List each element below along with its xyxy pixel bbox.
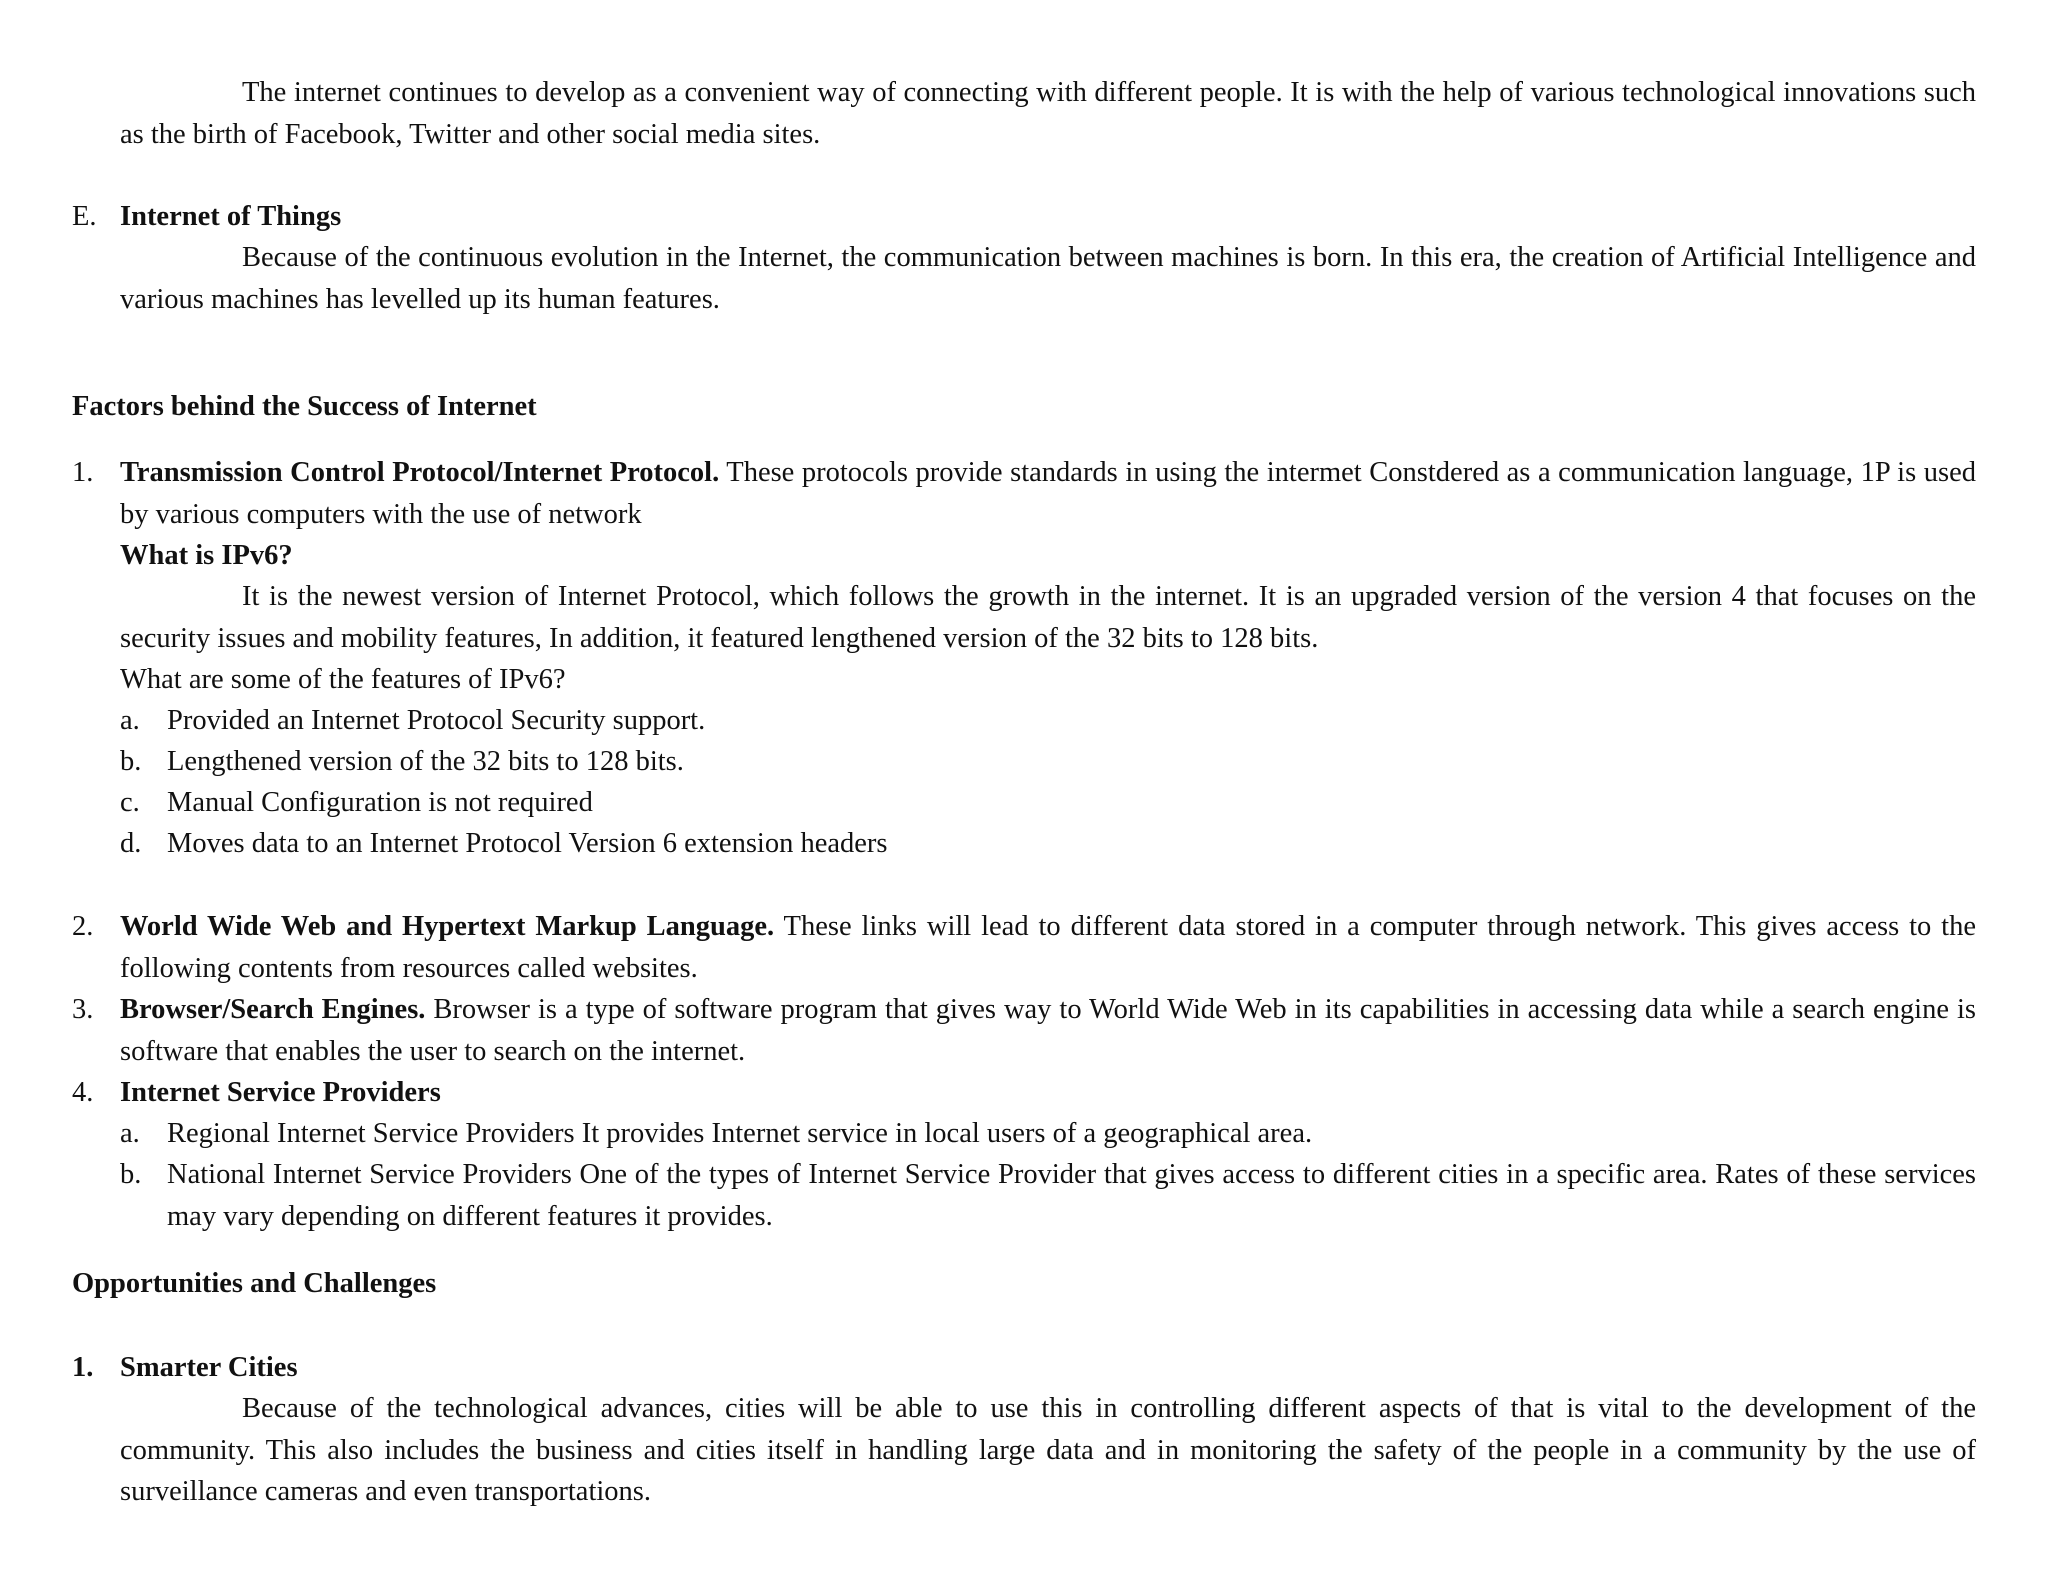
factor-4-marker: 4. bbox=[72, 1077, 94, 1108]
ipv6-paragraph: It is the newest version of Internet Protocol, which follows the growth in the internet. It is an upgraded version of the version 4 that focuses on the security issues and mobility features, In addition, it featured lengthened version of the 32 bits to 128 bits. bbox=[120, 581, 1976, 654]
feature-d-text: Moves data to an Internet Protocol Version 6 extension headers bbox=[167, 828, 888, 859]
factor-3-marker: 3. bbox=[72, 994, 94, 1025]
feature-b-marker: b. bbox=[120, 746, 142, 777]
factor-2-body bbox=[120, 906, 1976, 989]
factor-1-marker: 1. bbox=[72, 457, 94, 488]
ipv6-subheading: What is IPv6? bbox=[120, 540, 293, 571]
factor-1-text: These protocols provide standards in using the intermet Constdered as a communication language, 1P is used by various computers with the use of network bbox=[120, 457, 1976, 530]
opportunity-1-marker: 1. bbox=[72, 1352, 94, 1383]
isp-a-marker: a. bbox=[120, 1118, 140, 1149]
factors-heading: Factors behind the Success of Internet bbox=[72, 391, 537, 422]
isp-a-text: Regional Internet Service Providers It provides Internet service in local users of a geographical area. bbox=[167, 1118, 1313, 1149]
opportunities-heading: Opportunities and Challenges bbox=[72, 1268, 437, 1299]
section-e-paragraph: Because of the continuous evolution in the Internet, the communication between machines is born. In this era, the creation of Artificial Intelligence and various machines has levelled up its human features. bbox=[120, 242, 1976, 315]
feature-d-marker: d. bbox=[120, 828, 142, 859]
feature-b-text: Lengthened version of the 32 bits to 128 bits. bbox=[167, 746, 684, 777]
opportunity-1-paragraph: Because of the technological advances, cities will be able to use this in controlling different aspects of that is vital to the development of the community. This also includes the business and cities itself in handling large data and in monitoring the safety of the people in a community by the use of surveillance cameras and even transportations. bbox=[120, 1393, 1976, 1507]
ipv6-features-question: What are some of the features of IPv6? bbox=[120, 664, 566, 695]
factor-3-body bbox=[120, 989, 1976, 1072]
factor-2-text: These links will lead to different data stored in a computer through network. This gives access to the following contents from resources called websites. bbox=[120, 911, 1976, 984]
feature-a-text: Provided an Internet Protocol Security support. bbox=[167, 705, 706, 736]
section-e-title: Internet of Things bbox=[120, 201, 342, 232]
factor-4-title: Internet Service Providers bbox=[120, 1077, 441, 1108]
feature-a-marker: a. bbox=[120, 705, 140, 736]
factor-3-text: Browser is a type of software program that gives way to World Wide Web in its capabilities in accessing data while a search engine is software that enables the user to search on the internet. bbox=[120, 994, 1976, 1067]
factor-3-title: Browser/Search Engines. bbox=[120, 994, 426, 1025]
opportunity-1-title: Smarter Cities bbox=[120, 1352, 298, 1383]
factor-2-title: World Wide Web and Hypertext Markup Language. bbox=[120, 911, 775, 942]
factor-2-marker: 2. bbox=[72, 911, 94, 942]
factor-1-title: Transmission Control Protocol/Internet Protocol. bbox=[120, 457, 720, 488]
feature-c-marker: c. bbox=[120, 787, 140, 818]
section-e-marker: E. bbox=[72, 201, 97, 232]
feature-c-text: Manual Configuration is not required bbox=[167, 787, 593, 818]
isp-b-text: National Internet Service Providers One of the types of Internet Service Provider that gives access to different cities in a specific area. Rates of these services may vary depending on different features it provides. bbox=[167, 1159, 1976, 1232]
intro-paragraph: The internet continues to develop as a convenient way of connecting with different people. It is with the help of various technological innovations such as the birth of Facebook, Twitter and other social media sites. bbox=[120, 77, 1976, 150]
factor-1-body bbox=[120, 452, 1976, 535]
isp-b-marker: b. bbox=[120, 1159, 142, 1190]
